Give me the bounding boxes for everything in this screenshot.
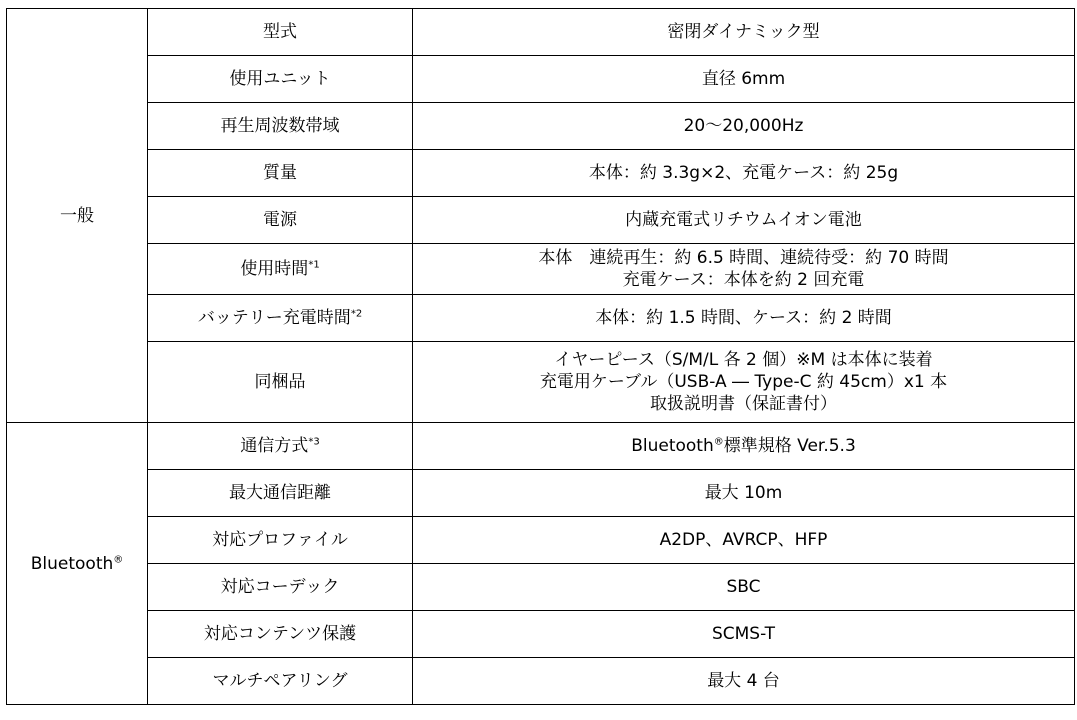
spec-label: 質量 [148, 150, 413, 197]
spec-label-text: バッテリー充電時間 [197, 308, 351, 328]
spec-label: マルチペアリング [148, 658, 413, 705]
spec-value: SBC [413, 564, 1075, 611]
spec-value: 20～20,000Hz [413, 103, 1075, 150]
spec-value-line: 充電用ケーブル（USB-A ― Type-C 約 45cm）x1 本 [539, 372, 948, 392]
spec-value: 本体：約 3.3g×2、充電ケース：約 25g [413, 150, 1075, 197]
spec-value-line: 本体 連続再生：約 6.5 時間、連続待受：約 70 時間 [538, 248, 949, 268]
registered-mark: ® [713, 436, 724, 448]
table-row [7, 150, 1075, 197]
spec-label: 再生周波数帯域 [148, 103, 413, 150]
spec-label: 型式 [148, 9, 413, 56]
table-row [7, 244, 1075, 295]
spec-value [413, 342, 1075, 423]
registered-mark: ® [113, 553, 124, 565]
spec-value-line: 充電ケース：本体を約 2 回充電 [622, 270, 865, 290]
spec-table [6, 8, 1075, 705]
footnote-mark: *2 [350, 308, 363, 320]
spec-value: 本体：約 1.5 時間、ケース：約 2 時間 [413, 295, 1075, 342]
spec-value: SCMS-T [413, 611, 1075, 658]
table-row [7, 470, 1075, 517]
category-general: 一般 [7, 9, 148, 423]
spec-value: 最大 10m [413, 470, 1075, 517]
spec-value: 最大 4 台 [413, 658, 1075, 705]
spec-label: 使用ユニット [148, 56, 413, 103]
spec-value-text: 標準規格 Ver.5.3 [723, 436, 856, 456]
table-row [7, 658, 1075, 705]
spec-label: 電源 [148, 197, 413, 244]
table-row [7, 423, 1075, 470]
footnote-mark: *3 [308, 436, 320, 448]
table-row [7, 342, 1075, 423]
table-row [7, 9, 1075, 56]
table-row [7, 197, 1075, 244]
spec-value: 内蔵充電式リチウムイオン電池 [413, 197, 1075, 244]
spec-label [148, 295, 413, 342]
spec-value [413, 423, 1075, 470]
table-row [7, 103, 1075, 150]
table-row [7, 517, 1075, 564]
spec-label-text: 使用時間 [240, 259, 309, 279]
table-row [7, 564, 1075, 611]
spec-label [148, 244, 413, 295]
spec-label: 対応コンテンツ保護 [148, 611, 413, 658]
footnote-mark: *1 [308, 259, 320, 271]
table-row [7, 611, 1075, 658]
spec-value-text: Bluetooth [631, 436, 714, 456]
spec-label: 最大通信距離 [148, 470, 413, 517]
spec-label [148, 423, 413, 470]
spec-value: A2DP、AVRCP、HFP [413, 517, 1075, 564]
spec-label: 対応コーデック [148, 564, 413, 611]
spec-value [413, 244, 1075, 295]
table-row [7, 56, 1075, 103]
spec-label-text: 通信方式 [240, 436, 309, 456]
category-bluetooth-label: Bluetooth [30, 553, 114, 574]
spec-value: 直径 6mm [413, 56, 1075, 103]
spec-value-line: イヤーピース（S/M/L 各 2 個）※M は本体に装着 [554, 350, 933, 370]
spec-label: 対応プロファイル [148, 517, 413, 564]
spec-label: 同梱品 [148, 342, 413, 423]
category-bluetooth [7, 423, 148, 705]
spec-value-line: 取扱説明書（保証書付） [650, 394, 837, 414]
spec-value: 密閉ダイナミック型 [413, 9, 1075, 56]
table-row [7, 295, 1075, 342]
